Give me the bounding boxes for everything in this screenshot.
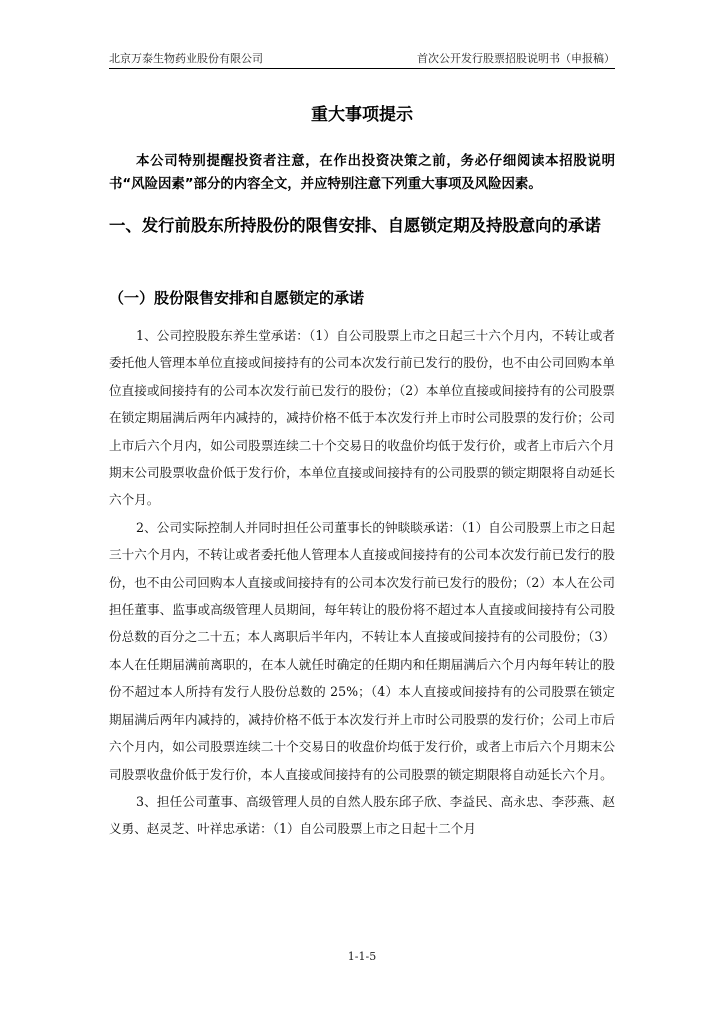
page-header — [109, 52, 615, 68]
notice-paragraph: 本公司特别提醒投资者注意，在作出投资决策之前，务必仔细阅读本招股说明书“风险因素”部分的内容全文，并应特别注意下列重大事项及风险因素。 — [109, 154, 615, 192]
header-divider — [109, 68, 615, 69]
subsection-heading: （一）股份限售安排和自愿锁定的承诺 — [109, 289, 365, 307]
section-heading: 一、发行前股东所持股份的限售安排、自愿锁定期及持股意向的承诺 — [109, 216, 601, 235]
page-number: 1-1-5 — [347, 950, 377, 963]
header-company-name: 北京万泰生物药业股份有限公司 — [109, 52, 263, 65]
paragraph-1: 1、公司控股股东养生堂承诺：（1）自公司股票上市之日起三十六个月内，不转让或者委托他人管理本单位直接或间接持有的公司本次发行前已发行的股份，也不由公司回购本单位直接或间接持有的公司本次发行前已发行的股份；（2）本单位直接或间接持有的公司股票在锁定期届满后两年内减持的，减持价格不低于本次发行并上市时公司股票的发行价；公司上市后六个月内，如公司股票连续二十个交易日的收盘价均低于发行价，或者上市后六个月期末公司股票收盘价低于发行价，本单位直接或间接持有的公司股票的锁定期限将自动延长六个月。 — [109, 328, 615, 508]
paragraph-2: 2、公司实际控制人并同时担任公司董事长的钟睒睒承诺：（1）自公司股票上市之日起三十六个月内，不转让或者委托他人管理本人直接或间接持有的公司本次发行前已发行的股份，也不由公司回购本人直接或间接持有的公司本次发行前已发行的股份；（2）本人在公司担任董事、监事或高级管理人员期间，每年转让的股份将不超过本人直接或间接持有公司股份总数的百分之二十五；本人离职后半年内，不转让本人直接或间接持有的公司股份；（3）本人在任期届满前离职的，在本人就任时确定的任期内和任期届满后六个月内每年转让的股份不超过本人所持有发行人股份总数的 25%；（4）本人直接或间接持有的公司股票在锁定期届满后两年内减持的，减持价格不低于本次发行并上市时公司股票的发行价；公司上市后六个月内，如公司股票连续二十个交易日的收盘价均低于发行价，或者上市后六个月期末公司股票收盘价低于发行价，本人直接或间接持有的公司股票的锁定期限将自动延长六个月。 — [109, 519, 615, 782]
body-text — [109, 322, 615, 843]
paragraph-3: 3、担任公司董事、高级管理人员的自然人股东邱子欣、李益民、高永忠、李莎燕、赵义勇、赵灵芝、叶祥忠承诺：（1）自公司股票上市之日起十二个月 — [109, 793, 615, 837]
header-document-title: 首次公开发行股票招股说明书（申报稿） — [417, 52, 615, 65]
page-title: 重大事项提示 — [311, 105, 413, 125]
